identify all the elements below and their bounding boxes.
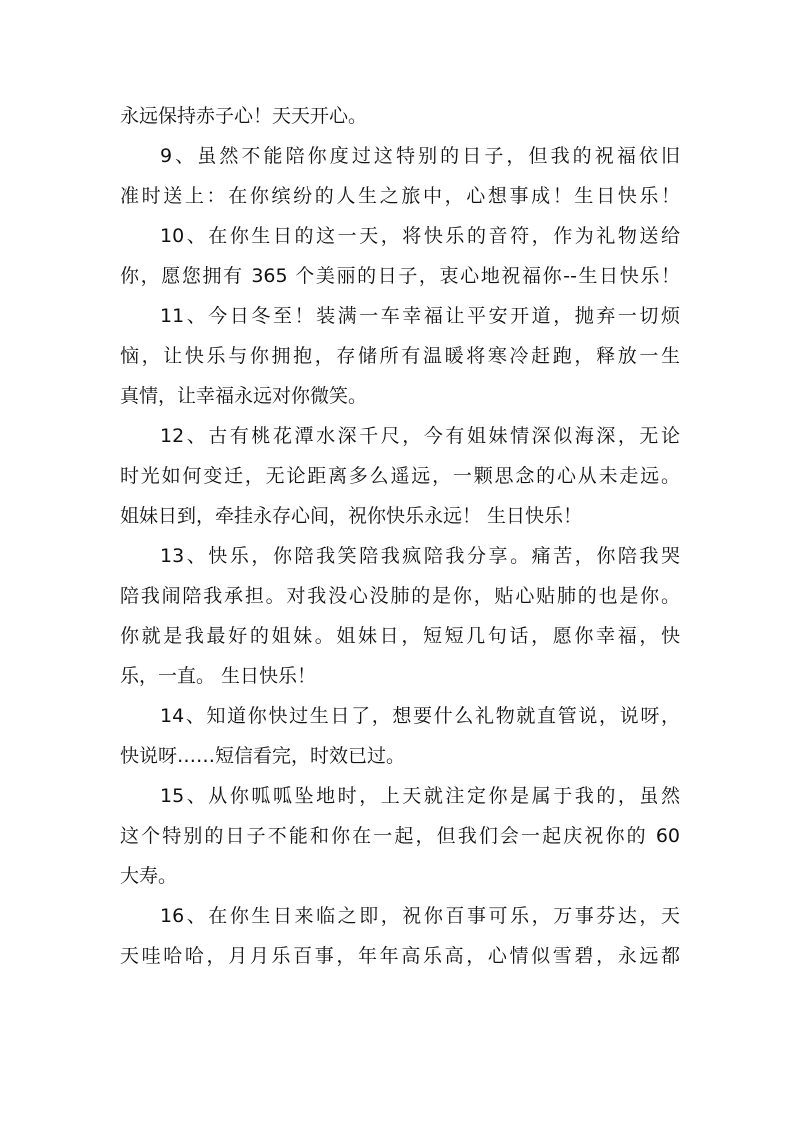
text-line: 你，愿您拥有 365 个美丽的日子，衷心地祝福你--生日快乐！ [120,265,680,287]
text-line: 12、古有桃花潭水深千尺，今有姐妹情深似海深，无论 [160,425,680,447]
text-line: 你就是我最好的姐妹。姐妹日，短短几句话，愿你幸福，快 [120,625,680,647]
paragraph-8-end [120,96,680,136]
text-line: 10、在你生日的这一天，将快乐的音符，作为礼物送给 [160,225,680,247]
text-line: 永远保持赤子心！天天开心。 [120,105,368,127]
paragraph-11 [120,296,680,416]
text-line: 16、在你生日来临之即，祝你百事可乐，万事芬达，天 [160,905,680,927]
text-line: 陪我闹陪我承担。对我没心没肺的是你，贴心贴肺的也是你。 [120,585,680,607]
paragraph-13 [120,536,680,696]
text-line: 14、知道你快过生日了，想要什么礼物就直管说，说呀， [160,705,680,727]
text-line: 恼，让快乐与你拥抱，存储所有温暖将寒冷赶跑，释放一生 [120,345,680,367]
text-line: 快说呀……短信看完，时效已过。 [120,745,406,767]
paragraph-15 [120,776,680,896]
paragraph-9 [120,136,680,216]
text-line: 13、快乐，你陪我笑陪我疯陪我分享。痛苦，你陪我哭 [160,545,680,567]
paragraph-16 [120,896,680,976]
text-line: 准时送上：在你缤纷的人生之旅中，心想事成！生日快乐！ [120,185,680,207]
text-line: 时光如何变迁，无论距离多么遥远，一颗思念的心从未走远。 [120,465,680,487]
text-line: 姐妹日到，牵挂永存心间，祝你快乐永远！ 生日快乐！ [120,505,583,527]
paragraph-10 [120,216,680,296]
document-body [120,96,680,976]
text-line: 9、虽然不能陪你度过这特别的日子，但我的祝福依旧 [160,145,680,167]
text-line: 大寿。 [120,865,178,887]
paragraph-12 [120,416,680,536]
text-line: 15、从你呱呱坠地时，上天就注定你是属于我的，虽然 [160,785,680,807]
text-line: 乐，一直。 生日快乐！ [120,665,317,687]
text-line: 天哇哈哈，月月乐百事，年年高乐高，心情似雪碧，永远都 [120,945,680,967]
paragraph-14 [120,696,680,776]
text-line: 真情，让幸福永远对你微笑。 [120,385,368,407]
text-line: 11、今日冬至！装满一车幸福让平安开道，抛弃一切烦 [160,305,680,327]
text-line: 这个特别的日子不能和你在一起，但我们会一起庆祝你的 60 [120,825,680,847]
